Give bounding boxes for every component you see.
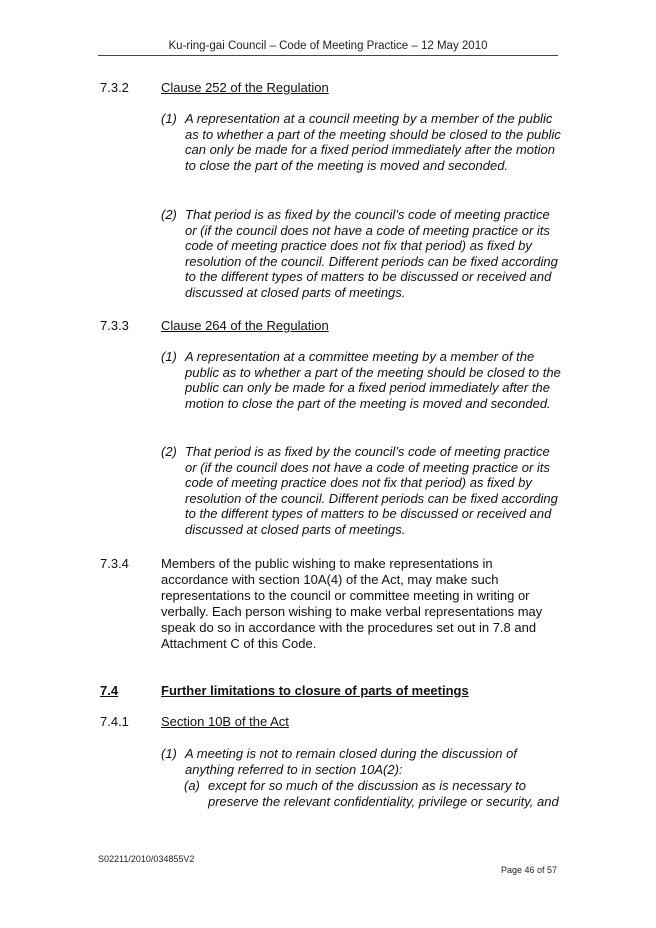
item-text: A representation at a committee meeting by a member of the public as to whether a part of the meeting should be closed to the public can only be made for a fixed period immediately after the motion to close the part of the meeting is moved and seconded. bbox=[185, 349, 561, 411]
clause-264-item-2 bbox=[161, 444, 561, 537]
sub-item-text: except for so much of the discussion as is necessary to preserve the relevant confidentiality, privilege or security, and bbox=[208, 778, 559, 809]
section-heading-7-4: Further limitations to closure of parts of meetings bbox=[161, 683, 469, 698]
item-text: A representation at a council meeting by a member of the public as to whether a part of the meeting should be closed to the public can only be made for a fixed period immediately after the motion to close the part of the meeting is moved and seconded. bbox=[185, 111, 561, 173]
clause-252-item-2 bbox=[161, 207, 561, 300]
header-title: Ku-ring-gai Council – Code of Meeting Practice – 12 May 2010 bbox=[168, 40, 488, 52]
document-reference: S02211/2010/034855V2 bbox=[98, 854, 195, 864]
section-10b-item-1 bbox=[161, 746, 561, 777]
item-text: A meeting is not to remain closed during the discussion of anything referred to in section 10A(2): bbox=[185, 746, 517, 777]
section-text-7-3-4: Members of the public wishing to make representations in accordance with section 10A(4) of the Act, may make such representations to the council or committee meeting in writing or verbally. Each person wishing to make verbal representations may speak do so in accordance with the procedures set out in 7.8 and Attachment C of this Code. bbox=[161, 556, 543, 651]
section-heading-7-4-1: Section 10B of the Act bbox=[161, 714, 289, 729]
item-label: (1) bbox=[161, 111, 177, 126]
clause-264-item-1 bbox=[161, 349, 561, 411]
item-text: That period is as fixed by the council’s code of meeting practice or (if the council does not have a code of meeting practice or its code of meeting practice does not fix that period) as fixed by resolution of the council. Different periods can be fixed according to the different types of matters to be discussed or received and discussed at closed parts of meetings. bbox=[185, 207, 558, 300]
section-heading-7-3-2: Clause 252 of the Regulation bbox=[161, 80, 329, 95]
clause-252-item-1 bbox=[161, 111, 561, 173]
item-label: (1) bbox=[161, 746, 177, 761]
item-text: That period is as fixed by the council’s code of meeting practice or (if the council does not have a code of meeting practice or its code of meeting practice does not fix that period) as fixed by resolution of the council. Different periods can be fixed according to the different types of matters to be discussed or received and discussed at closed parts of meetings. bbox=[185, 444, 558, 537]
section-number-7-3-4: 7.3.4 bbox=[100, 556, 129, 571]
section-number-7-3-3: 7.3.3 bbox=[100, 318, 129, 333]
section-heading-7-3-3: Clause 264 of the Regulation bbox=[161, 318, 329, 333]
section-number-7-3-2: 7.3.2 bbox=[100, 80, 129, 95]
sub-item-label: (a) bbox=[184, 778, 200, 793]
item-label: (2) bbox=[161, 444, 177, 459]
item-label: (2) bbox=[161, 207, 177, 222]
section-number-7-4: 7.4 bbox=[100, 683, 119, 698]
section-10b-sub-a bbox=[184, 778, 564, 809]
header-divider bbox=[98, 55, 558, 56]
item-label: (1) bbox=[161, 349, 177, 364]
section-number-7-4-1: 7.4.1 bbox=[100, 714, 129, 729]
page-number: Page 46 of 57 bbox=[500, 865, 557, 875]
